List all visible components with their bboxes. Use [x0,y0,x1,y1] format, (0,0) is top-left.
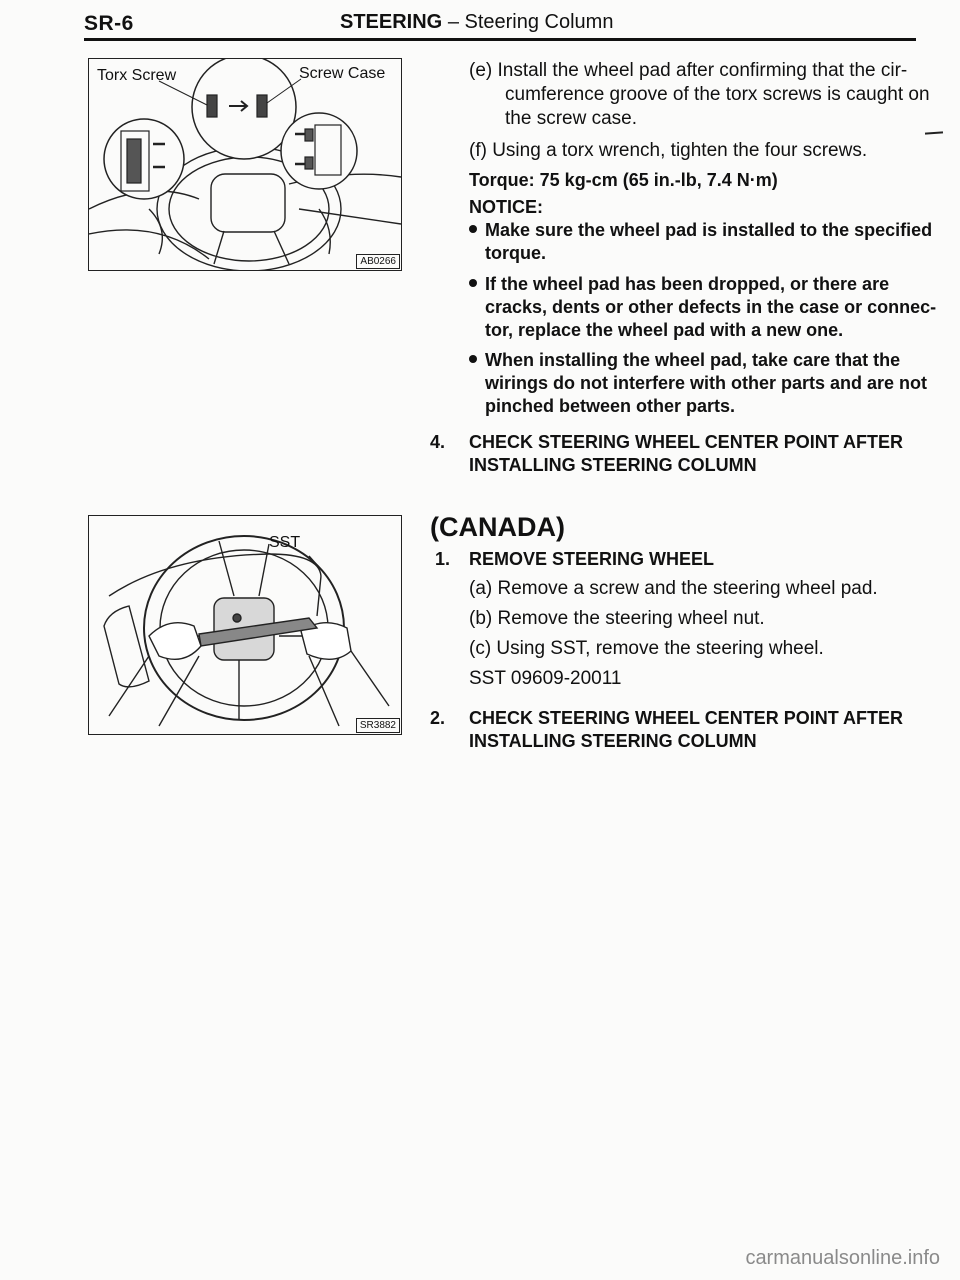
step-e-line1: (e) Install the wheel pad after confirming that the cir- [469,60,908,81]
bullet-icon [469,225,477,233]
canada-step-a: (a) Remove a screw and the steering wheel pad. [469,578,878,599]
torque-spec: Torque: 75 kg-cm (65 in.-lb, 7.4 N·m) [469,170,778,190]
notice-item-1: Make sure the wheel pad is installed to the specified [469,218,932,242]
subsection-name: – Steering Column [447,11,614,33]
notice-title: NOTICE: [469,197,543,217]
screw-case-label: Screw Case [299,65,386,82]
step-f: (f) Using a torx wrench, tighten the four screws. [469,140,868,161]
wheel-pad-illustration [89,59,401,270]
notice-item-1-cont: torque. [485,243,546,263]
section-name: STEERING [340,11,443,33]
canada-step-1-title: REMOVE STEERING WHEEL [469,549,715,569]
figure-steering-wheel-sst [88,515,402,735]
steering-wheel-illustration [89,516,401,734]
bullet-icon [469,279,477,287]
figure-code: SR3882 [356,718,400,733]
header-rule [84,38,916,41]
sst-part-number: SST 09609-20011 [469,668,622,689]
page-title [340,11,613,34]
sst-label: SST [269,534,301,551]
torx-screw-label: Torx Screw [97,67,177,84]
figure-code: AB0266 [356,254,400,269]
canada-step-1-number: 1. [435,549,451,569]
canada-step-c: (c) Using SST, remove the steering wheel. [469,638,824,659]
step-e-line3: the screw case. [505,108,637,129]
figure-wheel-pad-screws [88,58,402,271]
notice-item-2-cont1: cracks, dents or other defects in the case or connec- [485,297,937,317]
step-4-number: 4. [430,432,446,452]
step-4-line1: CHECK STEERING WHEEL CENTER POINT AFTER [469,432,904,452]
notice-item-2: If the wheel pad has been dropped, or there are [469,272,889,296]
watermark: carmanualsonline.info [745,1247,940,1269]
notice-item-3-cont1: wirings do not interfere with other parts and are not [485,373,928,393]
canada-step-2-number: 2. [430,708,446,728]
margin-mark [925,131,943,134]
notice-item-3: When installing the wheel pad, take care that the [469,348,900,372]
notice-item-2-cont2: tor, replace the wheel pad with a new one. [485,320,844,340]
canada-heading: (CANADA) [430,512,565,542]
canada-step-2-line1: CHECK STEERING WHEEL CENTER POINT AFTER [469,708,904,728]
step-4-line2: INSTALLING STEERING COLUMN [469,455,757,475]
canada-step-b: (b) Remove the steering wheel nut. [469,608,765,629]
page-code: SR-6 [84,12,134,35]
step-e-line2: cumference groove of the torx screws is caught on [505,84,930,105]
bullet-icon [469,355,477,363]
notice-item-3-cont2: pinched between other parts. [485,396,736,416]
canada-step-2-line2: INSTALLING STEERING COLUMN [469,731,757,751]
